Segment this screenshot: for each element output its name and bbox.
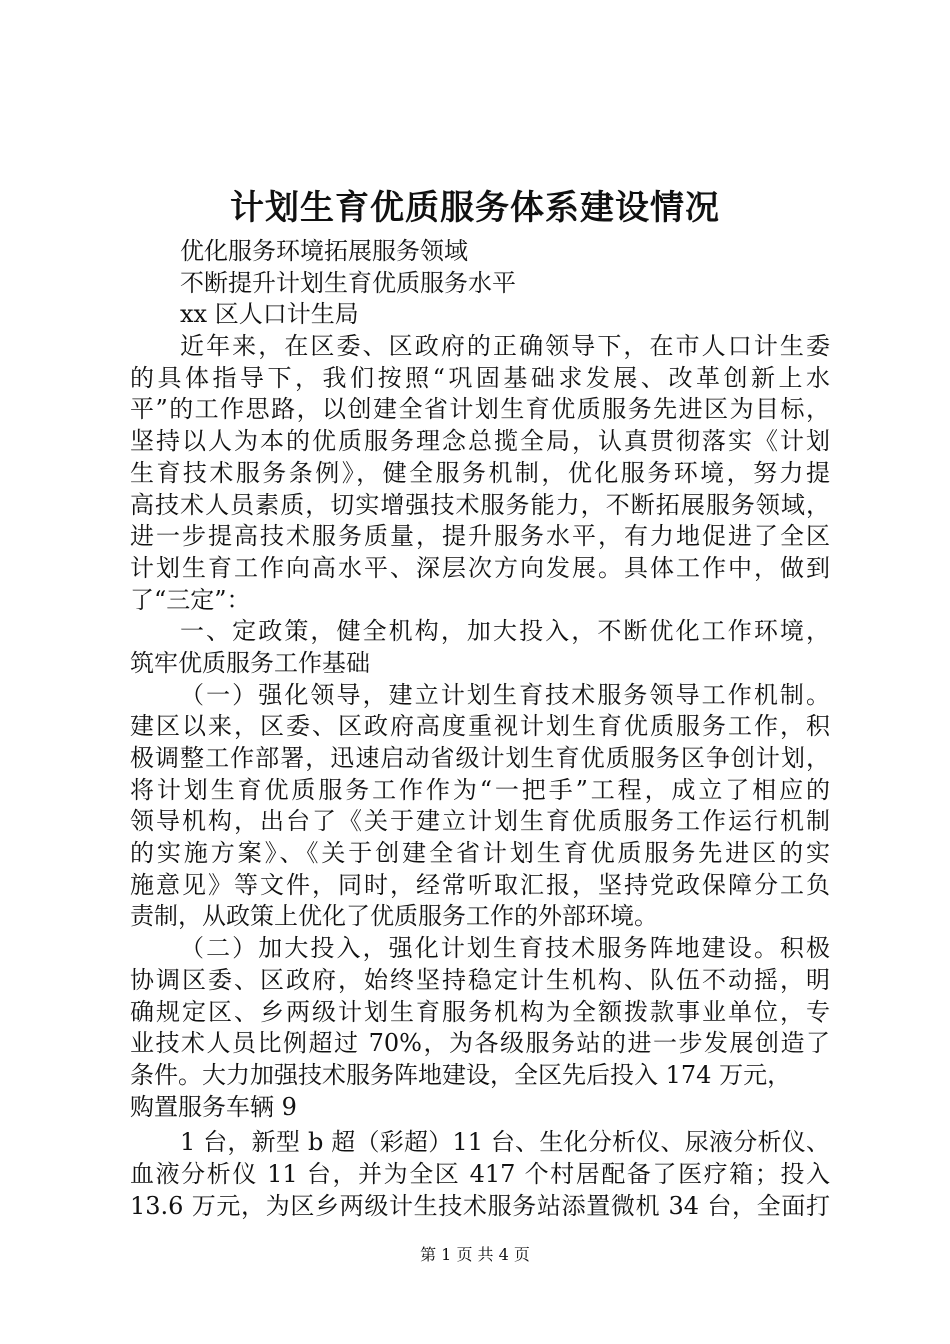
paragraph-line: 的具体指导下，我们按照“巩固基础求发展、改革创新上水: [130, 363, 830, 392]
page-number-footer: 第 1 页 共 4 页: [420, 1245, 530, 1264]
subtitle-line: 优化服务环境拓展服务领域: [180, 237, 468, 265]
paragraph-line: 平”的工作思路，以创建全省计划生育优质服务先进区为目标，: [130, 395, 830, 424]
paragraph-line: 将计划生育优质服务工作作为“一把手”工程，成立了相应的: [130, 775, 830, 804]
paragraph-line: 计划生育工作向高水平、深层次方向发展。具体工作中，做到: [130, 553, 830, 582]
paragraph-line: 购置服务车辆 9: [130, 1092, 297, 1121]
paragraph-line: 坚持以人为本的优质服务理念总揽全局，认真贯彻落实《计划: [130, 427, 830, 456]
section-heading-line: 一、定政策，健全机构，加大投入，不断优化工作环境，: [180, 617, 830, 646]
paragraph-line: 施意见》等文件，同时，经常听取汇报，坚持党政保障分工负: [130, 870, 830, 899]
paragraph-line: 了“三定”：: [130, 585, 251, 614]
subtitle-line: 不断提升计划生育优质服务水平: [180, 268, 516, 297]
paragraph-line: 责制，从政策上优化了优质服务工作的外部环境。: [130, 902, 658, 931]
paragraph-line: 13.6 万元，为区乡两级计生技术服务站添置微机 34 台，全面打: [130, 1191, 830, 1220]
paragraph-line: 确规定区、乡两级计划生育服务机构为全额拨款事业单位，专: [130, 997, 830, 1026]
author-line: xx 区人口计生局: [180, 300, 359, 329]
paragraph-line: 条件。大力加强技术服务阵地建设，全区先后投入 174 万元，: [130, 1060, 792, 1089]
section-heading-line: 筑牢优质服务工作基础: [130, 648, 370, 677]
paragraph-line: 的实施方案》、《关于创建全省计划生育优质服务先进区的实: [130, 839, 830, 868]
paragraph-line: 血液分析仪 11 台，并为全区 417 个村居配备了医疗箱；投入: [130, 1159, 830, 1188]
paragraph-line: 极调整工作部署，迅速启动省级计划生育优质服务区争创计划，: [130, 744, 830, 772]
paragraph-line: 高技术人员素质，切实增强技术服务能力，不断拓展服务领域，: [130, 490, 830, 519]
paragraph-line: 建区以来，区委、区政府高度重视计划生育优质服务工作，积: [130, 712, 830, 741]
paragraph-line: 业技术人员比例超过 70%，为各级服务站的进一步发展创造了: [130, 1029, 830, 1058]
paragraph-line: 1 台，新型 b 超（彩超）11 台、生化分析仪、尿液分析仪、: [180, 1128, 830, 1157]
document-body: [130, 236, 830, 1222]
paragraph-line: 生育技术服务条例》，健全服务机制，优化服务环境，努力提: [130, 458, 830, 487]
paragraph-line: （一）强化领导，建立计划生育技术服务领导工作机制。: [180, 680, 830, 709]
paragraph-line: 领导机构，出台了《关于建立计划生育优质服务工作运行机制: [130, 807, 830, 836]
paragraph-line: 协调区委、区政府，始终坚持稳定计生机构、队伍不动摇，明: [130, 965, 830, 994]
document-title: 计划生育优质服务体系建设情况: [230, 188, 720, 228]
paragraph-line: 近年来，在区委、区政府的正确领导下，在市人口计生委: [180, 332, 830, 361]
paragraph-line: 进一步提高技术服务质量，提升服务水平，有力地促进了全区: [130, 522, 830, 551]
paragraph-line: （二）加大投入，强化计划生育技术服务阵地建设。积极: [180, 934, 830, 963]
